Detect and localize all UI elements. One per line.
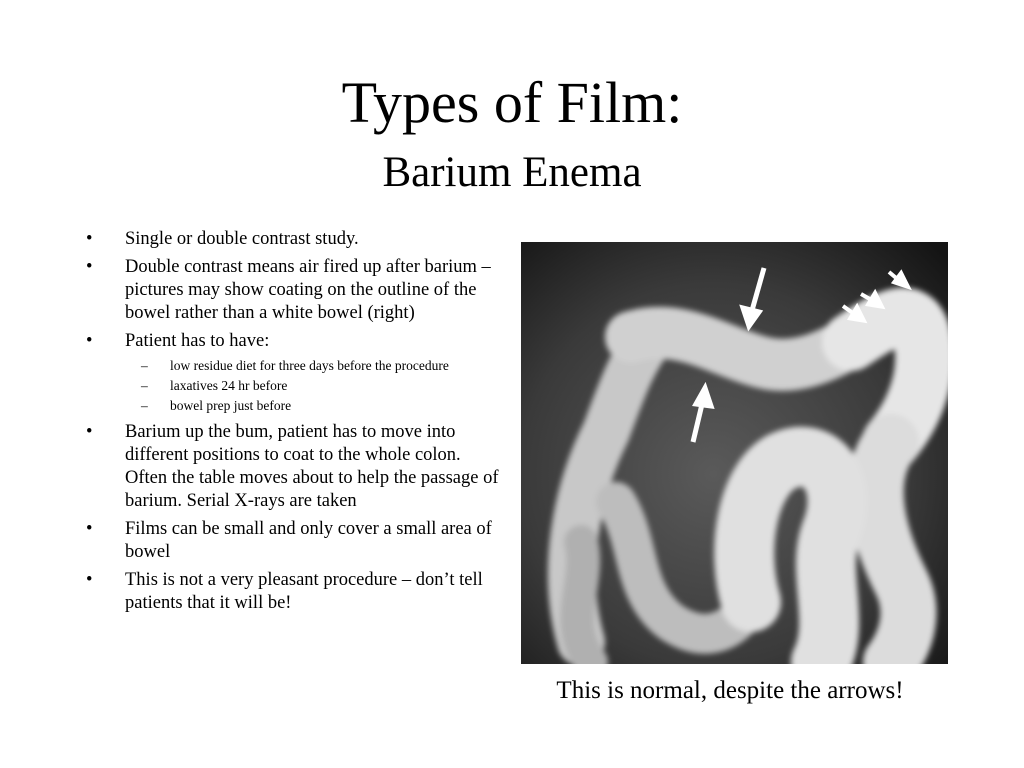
sub-bullet-marker: – [141, 398, 148, 413]
bullet-item [86, 421, 506, 513]
sub-bullet-marker: – [141, 358, 148, 373]
bullet-item [86, 569, 506, 615]
sub-bullet-item [125, 356, 506, 376]
slide-subtitle: Barium Enema [382, 149, 642, 196]
sub-bullet-item [125, 376, 506, 396]
image-caption: This is normal, despite the arrows! [556, 677, 904, 704]
slide-title: Types of Film: [341, 70, 683, 135]
bullet-marker: • [86, 570, 93, 590]
bullet-item [86, 228, 506, 251]
bullet-marker: • [86, 422, 93, 442]
bullet-text: This is not a very pleasant procedure – don’t tell patients that it will be! [125, 570, 483, 613]
sub-bullet-text: laxatives 24 hr before [170, 378, 288, 393]
bullet-item [86, 518, 506, 564]
xray-image [521, 242, 948, 664]
sub-bullet-marker: – [141, 378, 148, 393]
sub-bullet-list [125, 356, 506, 416]
bullet-text: Barium up the bum, patient has to move into different positions to coat to the whole colon. Often the table moves about to help the passage of barium. Serial X-rays are taken [125, 422, 499, 511]
bullet-item [86, 330, 506, 416]
bullet-text: Films can be small and only cover a small area of bowel [125, 519, 492, 562]
bullet-text: Double contrast means air fired up after barium – pictures may show coating on the outline of the bowel rather than a white bowel (right) [125, 257, 491, 323]
bullet-list [86, 228, 506, 620]
bullet-marker: • [86, 257, 93, 277]
sub-bullet-text: low residue diet for three days before the procedure [170, 358, 449, 373]
sub-bullet-item [125, 396, 506, 416]
bullet-text: Patient has to have: [125, 331, 270, 351]
bullet-marker: • [86, 519, 93, 539]
bullet-item [86, 256, 506, 325]
bullet-marker: • [86, 331, 93, 351]
bullet-marker: • [86, 229, 93, 249]
barium-enema-xray-icon [521, 242, 948, 664]
sub-bullet-text: bowel prep just before [170, 398, 292, 413]
bullet-text: Single or double contrast study. [125, 229, 359, 249]
